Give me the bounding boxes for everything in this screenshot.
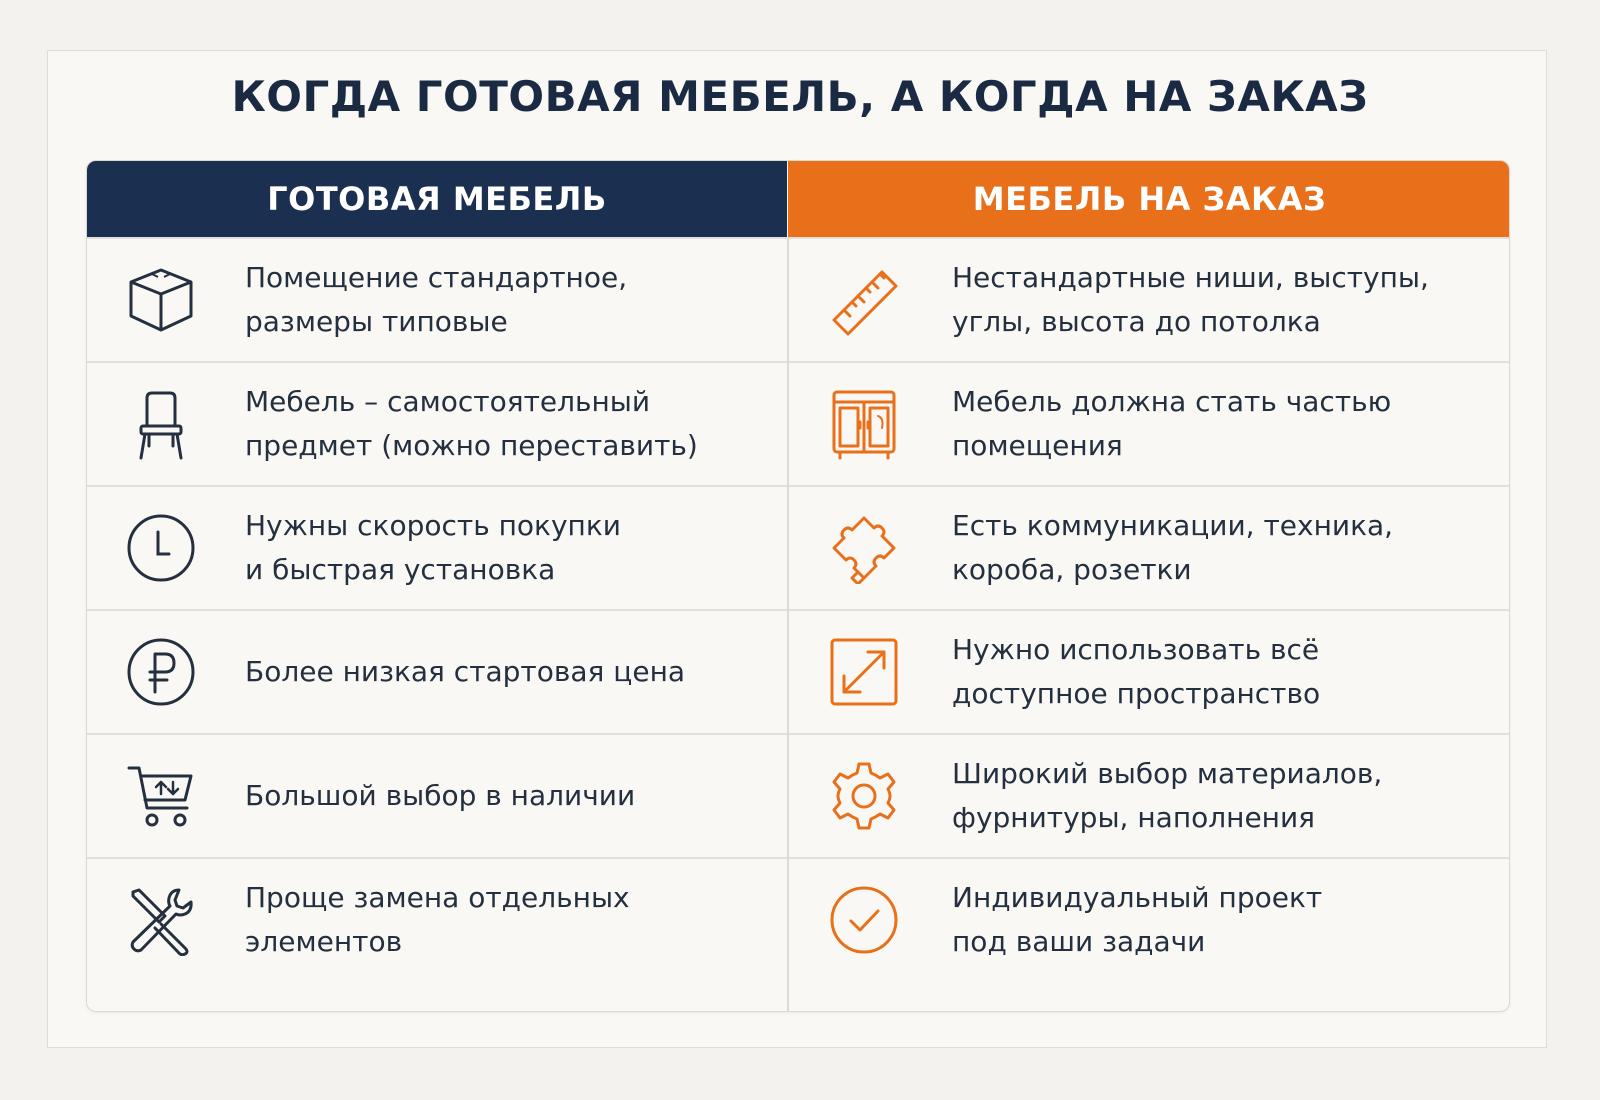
custom-made-text: Индивидуальный проект под ваши задачи — [952, 881, 1323, 958]
gear-icon — [828, 760, 900, 832]
puzzle-icon — [828, 512, 900, 584]
ready-made-text: Большой выбор в наличии — [245, 779, 636, 812]
ready-made-row — [87, 733, 787, 857]
ready-made-header: ГОТОВАЯ МЕБЕЛЬ — [87, 161, 787, 237]
custom-made-row — [788, 609, 1510, 733]
custom-made-row — [788, 857, 1510, 981]
tools-icon — [125, 884, 197, 956]
comparison-table — [86, 160, 1510, 1012]
ready-made-text: Более низкая стартовая цена — [245, 655, 686, 688]
ready-made-text: Мебель – самостоятельный предмет (можно переставить) — [245, 385, 698, 462]
custom-made-row — [788, 361, 1510, 485]
ready-made-row — [87, 237, 787, 361]
expand-icon — [828, 636, 900, 708]
ready-made-text: Помещение стандартное, размеры типовые — [245, 261, 628, 338]
ready-made-text: Нужны скорость покупки и быстрая установка — [245, 509, 621, 586]
cabinet-icon — [828, 388, 900, 460]
custom-made-text: Широкий выбор материалов, фурнитуры, наполнения — [952, 757, 1383, 834]
page-title: КОГДА ГОТОВАЯ МЕБЕЛЬ, А КОГДА НА ЗАКАЗ — [231, 72, 1369, 121]
ready-made-row — [87, 485, 787, 609]
custom-made-row — [788, 237, 1510, 361]
ready-made-text: Проще замена отдельных элементов — [245, 881, 630, 958]
box-icon — [125, 264, 197, 336]
custom-made-column — [788, 161, 1510, 1011]
ready-made-column — [87, 161, 787, 1011]
chair-icon — [125, 388, 197, 460]
cart-icon — [125, 760, 197, 832]
check-circle-icon — [828, 884, 900, 956]
ready-made-row — [87, 857, 787, 981]
custom-made-text: Нестандартные ниши, выступы, углы, высота до потолка — [952, 261, 1429, 338]
custom-made-text: Есть коммуникации, техника, короба, розетки — [952, 509, 1394, 586]
ready-made-row — [87, 361, 787, 485]
custom-made-text: Нужно использовать всё доступное пространство — [952, 633, 1321, 710]
ready-made-row — [87, 609, 787, 733]
ruler-icon — [828, 264, 900, 336]
custom-made-header: МЕБЕЛЬ НА ЗАКАЗ — [788, 161, 1510, 237]
ruble-icon — [125, 636, 197, 708]
custom-made-row — [788, 733, 1510, 857]
clock-icon — [125, 512, 197, 584]
custom-made-text: Мебель должна стать частью помещения — [952, 385, 1392, 462]
custom-made-row — [788, 485, 1510, 609]
